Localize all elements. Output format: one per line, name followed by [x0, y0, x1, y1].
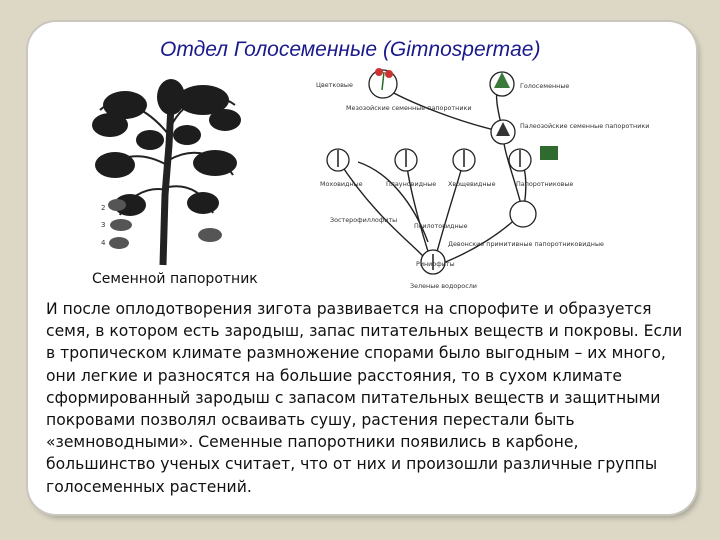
- label-green-algae: Зеленые водоросли: [410, 282, 477, 290]
- label-mesozoic-seed-ferns: Мезозойские семенные папоротники: [346, 104, 472, 112]
- label-psilotophytes: Псилотовидные: [414, 222, 468, 230]
- label-paleozoic-seed-ferns: Палеозойские семенные папоротники: [520, 122, 650, 130]
- label-devonian-progymnosperms: Девонские примитивные папоротниковидные: [448, 240, 604, 248]
- label-zosterophyllophytes: Зостерофиллофиты: [330, 216, 398, 224]
- figure-number-3: 3: [101, 221, 106, 229]
- label-mosses: Моховидные: [320, 180, 363, 188]
- label-gymnosperms: Голосеменные: [520, 82, 570, 90]
- body-paragraph: [46, 298, 686, 498]
- plant-phylogeny-diagram: [298, 62, 650, 294]
- figure-number-4: 4: [101, 239, 106, 247]
- slide-title: Отдел Голосеменные (Gimnospermae): [160, 38, 541, 61]
- label-club-mosses: Плауновидные: [386, 180, 437, 188]
- label-horsetails: Хвощевидные: [448, 180, 496, 188]
- figure-number-2: 2: [101, 204, 106, 212]
- fern-caption: Семенной папоротник: [92, 271, 258, 287]
- seed-fern-illustration: [85, 75, 245, 265]
- label-flowering: Цветковые: [316, 81, 353, 89]
- label-rhyniophytes: Риниофиты: [416, 260, 455, 268]
- label-ferns: Папоротниковые: [516, 180, 574, 188]
- body-text: И после оплодотворения зигота развивается на спорофите и образуется семя, в котором есть зародыш, запас питательных веществ и покровы. Если в тропическом климате размножение спорами было выгодным – их много, они легкие и разносятся на большие расстояния, то в сухом климате сформированный зародыш с запасом питательных веществ и защитными покровами позволял осваивать сушу, растения перестали быть «земноводными». Семенные папоротники появились в карбоне, большинство ученых считает, что от них и произошли различные группы голосеменных растений.: [46, 300, 683, 496]
